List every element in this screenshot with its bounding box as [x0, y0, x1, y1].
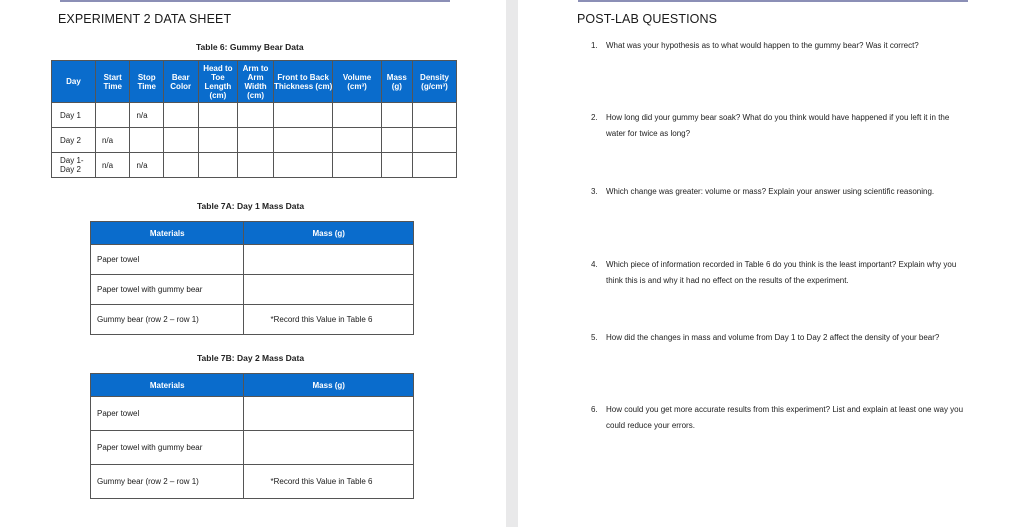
question-4 — [591, 257, 971, 289]
column-header: Bear Color — [163, 61, 198, 103]
question-2 — [591, 110, 971, 142]
table-cell[interactable] — [95, 103, 130, 128]
table-cell: Paper towel — [91, 397, 244, 431]
table-cell[interactable] — [163, 153, 198, 178]
question-text: How did the changes in mass and volume from Day 1 to Day 2 affect the density of your bear? — [606, 333, 940, 342]
table-cell: Day 1- Day 2 — [52, 153, 96, 178]
question-text: How could you get more accurate results from this experiment? List and explain at least one way you could reduce your errors. — [606, 405, 964, 430]
table-row — [52, 103, 457, 128]
table-cell[interactable] — [381, 103, 412, 128]
table-cell[interactable] — [163, 128, 198, 153]
column-header: Mass (g) — [381, 61, 412, 103]
table-cell[interactable] — [244, 245, 414, 275]
column-header: Front to Back Thickness (cm) — [273, 61, 333, 103]
table-cell[interactable] — [238, 128, 274, 153]
column-header: Start Time — [95, 61, 130, 103]
table-cell[interactable] — [238, 103, 274, 128]
table-cell: Gummy bear (row 2 – row 1) — [91, 465, 244, 499]
table-cell: Gummy bear (row 2 – row 1) — [91, 305, 244, 335]
table-row — [91, 397, 414, 431]
column-header: Stop Time — [130, 61, 163, 103]
question-number: 4. — [591, 260, 598, 269]
question-number: 5. — [591, 333, 598, 342]
question-5 — [591, 330, 971, 346]
column-header: Head to Toe Length (cm) — [198, 61, 238, 103]
table-cell[interactable] — [381, 153, 412, 178]
question-number: 3. — [591, 187, 598, 196]
table-row — [52, 128, 457, 153]
table-cell[interactable] — [130, 128, 163, 153]
table-cell[interactable] — [198, 153, 238, 178]
table-cell[interactable] — [163, 103, 198, 128]
table-cell: n/a — [95, 128, 130, 153]
question-number: 6. — [591, 405, 598, 414]
column-header: Density (g/cm³) — [413, 61, 457, 103]
table7b-caption: Table 7B: Day 2 Mass Data — [197, 353, 305, 363]
gummy-bear-data-table — [51, 60, 457, 178]
table-header-row — [52, 61, 457, 103]
question-3 — [591, 184, 971, 200]
page-title: EXPERIMENT 2 DATA SHEET — [58, 12, 232, 26]
table6-caption: Table 6: Gummy Bear Data — [196, 42, 304, 52]
column-header: Arm to Arm Width (cm) — [238, 61, 274, 103]
question-1 — [591, 38, 971, 54]
table-row — [91, 275, 414, 305]
table-cell[interactable] — [198, 128, 238, 153]
page-top-rule — [60, 0, 450, 2]
table-cell[interactable] — [381, 128, 412, 153]
table-row — [91, 465, 414, 499]
table-cell[interactable] — [238, 153, 274, 178]
table-cell[interactable] — [333, 128, 381, 153]
day2-mass-table — [90, 373, 414, 499]
page-title: POST-LAB QUESTIONS — [577, 12, 718, 26]
question-text: Which piece of information recorded in Table 6 do you think is the least important? Explain why you think this is and why it had no effect on the results of the experiment. — [606, 260, 957, 285]
table-cell[interactable] — [244, 275, 414, 305]
table-cell: n/a — [95, 153, 130, 178]
column-header: Mass (g) — [244, 374, 414, 397]
table-cell[interactable] — [244, 397, 414, 431]
table-cell[interactable] — [413, 153, 457, 178]
left-page — [0, 0, 506, 527]
question-number: 2. — [591, 113, 598, 122]
table-cell: n/a — [130, 103, 163, 128]
table-cell: Day 2 — [52, 128, 96, 153]
table-row — [91, 431, 414, 465]
table-row — [91, 305, 414, 335]
table-cell: Day 1 — [52, 103, 96, 128]
table-cell: *Record this Value in Table 6 — [244, 305, 414, 335]
table-cell: n/a — [130, 153, 163, 178]
column-header: Materials — [91, 222, 244, 245]
table7a-caption: Table 7A: Day 1 Mass Data — [197, 201, 305, 211]
column-header: Mass (g) — [244, 222, 414, 245]
column-header: Materials — [91, 374, 244, 397]
table-cell: *Record this Value in Table 6 — [244, 465, 414, 499]
table-row — [52, 153, 457, 178]
table-cell[interactable] — [333, 153, 381, 178]
table-cell[interactable] — [273, 128, 333, 153]
table-cell[interactable] — [244, 431, 414, 465]
question-text: Which change was greater: volume or mass? Explain your answer using scientific reasoning. — [606, 187, 935, 196]
table-cell[interactable] — [333, 103, 381, 128]
table-cell[interactable] — [413, 103, 457, 128]
column-header: Volume (cm³) — [333, 61, 381, 103]
right-page — [518, 0, 1024, 527]
day1-mass-table — [90, 221, 414, 335]
table-row — [91, 245, 414, 275]
page-top-rule — [578, 0, 968, 2]
table-cell[interactable] — [273, 153, 333, 178]
table-header-row — [91, 222, 414, 245]
table-cell: Paper towel with gummy bear — [91, 431, 244, 465]
question-text: What was your hypothesis as to what would happen to the gummy bear? Was it correct? — [606, 41, 919, 50]
table-header-row — [91, 374, 414, 397]
table-cell[interactable] — [198, 103, 238, 128]
question-number: 1. — [591, 41, 598, 50]
table-cell: Paper towel with gummy bear — [91, 275, 244, 305]
table-cell: Paper towel — [91, 245, 244, 275]
table-cell[interactable] — [413, 128, 457, 153]
question-6 — [591, 402, 971, 434]
table-cell[interactable] — [273, 103, 333, 128]
question-text: How long did your gummy bear soak? What do you think would have happened if you left it in the water for twice as long? — [606, 113, 950, 138]
column-header: Day — [52, 61, 96, 103]
